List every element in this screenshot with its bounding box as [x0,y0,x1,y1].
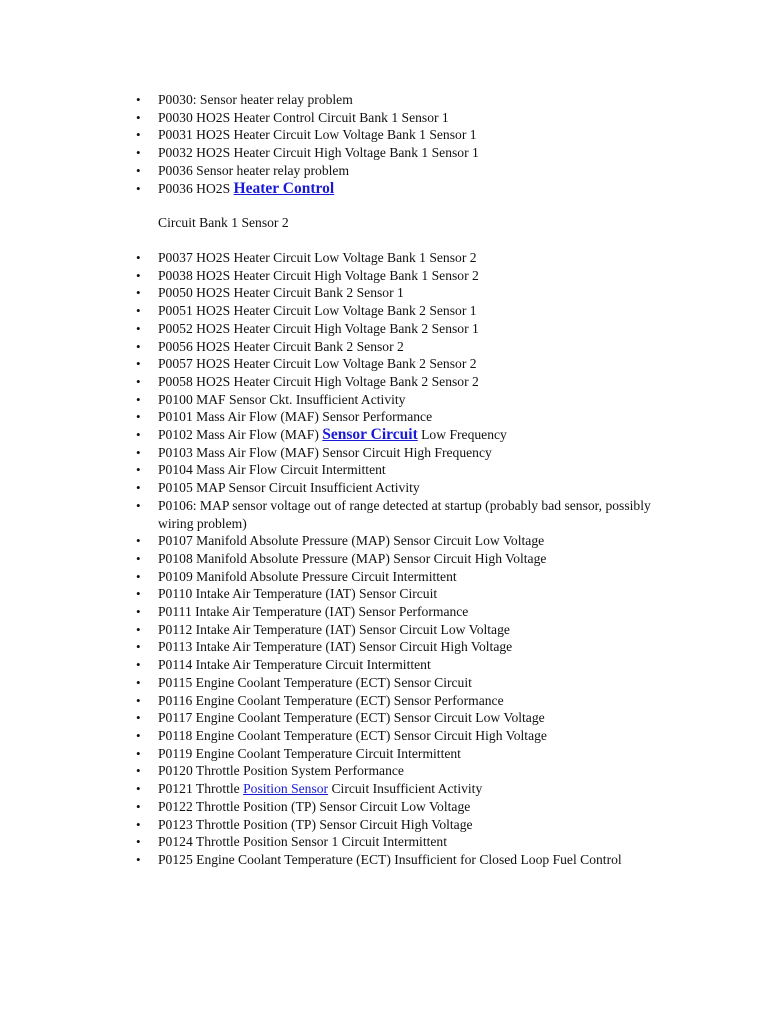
list-item-text: P0108 Manifold Absolute Pressure (MAP) Sensor Circuit High Voltage [158,550,547,566]
list-item [158,126,678,144]
list-item-text: P0107 Manifold Absolute Pressure (MAP) Sensor Circuit Low Voltage [158,533,545,549]
list-item [158,762,678,780]
list-item-text: P0113 Intake Air Temperature (IAT) Sensor Circuit High Voltage [158,639,513,655]
list-item-text: P0032 HO2S Heater Circuit High Voltage Bank 1 Sensor 1 [158,145,479,161]
list-item-text: P0100 MAF Sensor Ckt. Insufficient Activity [158,391,406,407]
list-item-text: P0031 HO2S Heater Circuit Low Voltage Bank 1 Sensor 1 [158,127,477,143]
list-item-text: P0112 Intake Air Temperature (IAT) Sensor Circuit Low Voltage [158,621,510,637]
code-list-top [158,91,678,197]
list-item-text: P0057 HO2S Heater Circuit Low Voltage Bank 2 Sensor 2 [158,356,477,372]
list-item [158,692,678,710]
list-item-text: P0036 Sensor heater relay problem [158,162,350,178]
list-item [158,568,678,586]
list-item [158,109,678,127]
list-item-text: P0122 Throttle Position (TP) Sensor Circuit Low Voltage [158,798,471,814]
list-item [158,444,678,462]
list-item [158,408,678,426]
list-item-text: P0037 HO2S Heater Circuit Low Voltage Bank 1 Sensor 2 [158,250,477,265]
list-item [158,833,678,851]
list-item [158,745,678,763]
list-item [158,479,678,497]
list-item [158,373,678,391]
list-item [158,180,678,198]
list-item-text: P0101 Mass Air Flow (MAF) Sensor Performance [158,409,433,425]
list-item-text: P0123 Throttle Position (TP) Sensor Circuit High Voltage [158,816,473,832]
list-item-text: P0111 Intake Air Temperature (IAT) Sensor Performance [158,604,469,620]
list-item [158,727,678,745]
list-item-text: P0114 Intake Air Temperature Circuit Intermittent [158,657,431,673]
list-item-text: P0038 HO2S Heater Circuit High Voltage Bank 1 Sensor 2 [158,267,479,283]
list-item [158,798,678,816]
list-item [158,426,678,444]
list-item-text: P0030: Sensor heater relay problem [158,92,353,107]
list-item [158,391,678,409]
list-item [158,249,678,267]
list-item [158,162,678,180]
list-item [158,284,678,302]
position-sensor-link[interactable]: Position Sensor [243,781,329,797]
list-item [158,851,678,869]
list-item [158,302,678,320]
list-item-text: P0104 Mass Air Flow Circuit Intermittent [158,462,386,478]
list-item-text: P0106: MAP sensor voltage out of range detected at startup (probably bad sensor, possibly wiring problem) [158,497,651,531]
list-item-text: P0103 Mass Air Flow (MAF) Sensor Circuit High Frequency [158,444,492,460]
sensor-circuit-link[interactable]: Sensor Circuit [322,426,418,444]
list-item [158,550,678,568]
list-item-prefix: P0036 HO2S [158,180,234,196]
list-item [158,603,678,621]
list-item-text: P0052 HO2S Heater Circuit High Voltage Bank 2 Sensor 1 [158,320,479,336]
list-item-prefix: P0102 Mass Air Flow (MAF) [158,427,323,443]
list-item [158,638,678,656]
list-item-text: P0109 Manifold Absolute Pressure Circuit Intermittent [158,568,457,584]
list-item-text: P0051 HO2S Heater Circuit Low Voltage Bank 2 Sensor 1 [158,303,477,319]
list-item-text: P0105 MAP Sensor Circuit Insufficient Activity [158,480,420,496]
list-item [158,461,678,479]
list-item-suffix: Circuit Insufficient Activity [328,781,483,797]
list-item [158,816,678,834]
list-item-text: P0124 Throttle Position Sensor 1 Circuit Intermittent [158,834,447,850]
list-item [158,585,678,603]
list-item [158,497,678,532]
list-item [158,320,678,338]
list-item-text: P0120 Throttle Position System Performance [158,763,404,779]
list-item-text: P0030 HO2S Heater Control Circuit Bank 1 Sensor 1 [158,109,449,125]
list-item-text: P0056 HO2S Heater Circuit Bank 2 Sensor 2 [158,338,404,354]
list-item-text: P0115 Engine Coolant Temperature (ECT) Sensor Circuit [158,674,472,690]
list-item [158,338,678,356]
list-item [158,709,678,727]
list-item-text: P0110 Intake Air Temperature (IAT) Sensor Circuit [158,586,438,602]
list-item-suffix: Low Frequency [417,427,507,443]
list-item [158,532,678,550]
list-item [158,267,678,285]
list-item [158,91,678,109]
heater-control-link[interactable]: Heater Control [233,179,335,197]
list-item-text: P0058 HO2S Heater Circuit High Voltage Bank 2 Sensor 2 [158,373,479,389]
list-item-text: P0116 Engine Coolant Temperature (ECT) Sensor Performance [158,692,504,708]
list-item [158,621,678,639]
code-list-main [158,249,678,869]
list-item [158,355,678,373]
list-item-text: P0050 HO2S Heater Circuit Bank 2 Sensor 1 [158,285,404,301]
list-item [158,144,678,162]
list-item [158,656,678,674]
list-item [158,780,678,798]
list-item-text: P0117 Engine Coolant Temperature (ECT) Sensor Circuit Low Voltage [158,710,545,726]
list-item-text: P0118 Engine Coolant Temperature (ECT) Sensor Circuit High Voltage [158,727,547,743]
list-item [158,674,678,692]
list-item-text: P0119 Engine Coolant Temperature Circuit Intermittent [158,745,461,761]
list-item-prefix: P0121 Throttle [158,781,244,797]
list-item-text: P0125 Engine Coolant Temperature (ECT) Insufficient for Closed Loop Fuel Control [158,851,622,867]
paragraph-text: Circuit Bank 1 Sensor 2 [158,215,289,230]
